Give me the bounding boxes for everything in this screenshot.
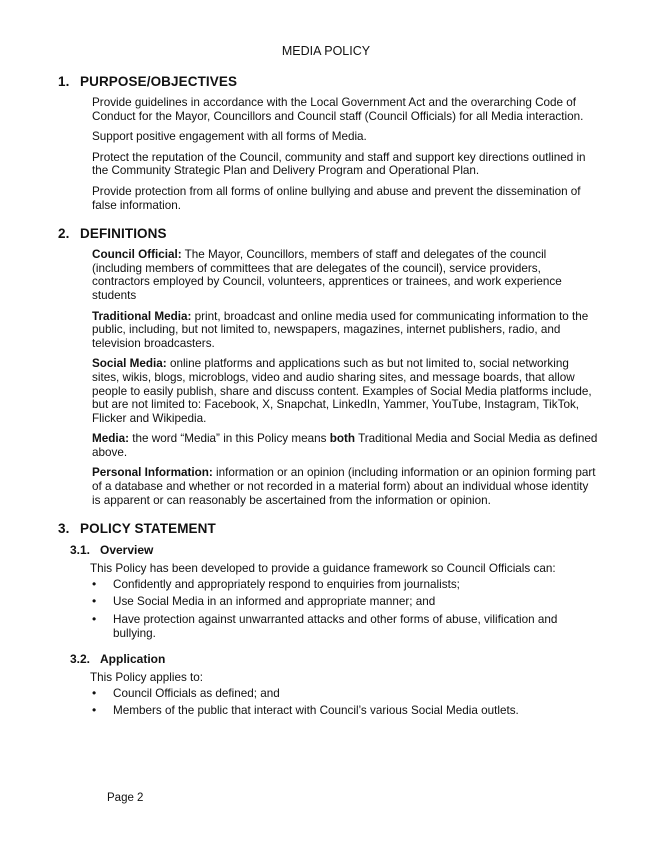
list-item: • Members of the public that interact with Council’s various Social Media outlets. — [92, 703, 519, 718]
definition-media — [92, 432, 598, 459]
section-heading — [58, 74, 598, 89]
section-purpose — [58, 74, 598, 212]
bullet-icon: • — [92, 685, 97, 700]
purpose-paragraph: Protect the reputation of the Council, community and staff and support key directions outlined in the Community Strategic Plan and Delivery Program and Operational Plan. — [92, 150, 586, 178]
section-heading — [58, 226, 598, 241]
section-title: DEFINITIONS — [80, 226, 167, 242]
bullet-icon: • — [92, 594, 97, 609]
section-definitions — [58, 226, 598, 507]
definition-text: The Mayor, Councillors, members of staff and delegates of the council (including members of committees that are delegates of the council), service providers, contractors employed by Council, volunteers, apprentices or trainees, and work experience students — [92, 248, 562, 302]
section-title: POLICY STATEMENT — [80, 521, 216, 537]
page-number: Page 2 — [107, 792, 144, 804]
section-number: 1. — [58, 74, 70, 89]
definition-term: Council Official: — [92, 248, 182, 262]
bullet-icon: • — [92, 612, 97, 627]
definition-term: Media: — [92, 432, 130, 446]
list-item: • Have protection against unwarranted attacks and other forms of abuse, vilification and bullying. — [92, 612, 558, 640]
definition-emphasis: both — [329, 432, 356, 446]
definition-personal-information — [92, 466, 598, 507]
section-title: PURPOSE/OBJECTIVES — [80, 74, 238, 89]
definition-council-official — [92, 248, 598, 302]
definition-text: print, broadcast and online media used for communicating information to the public, including, but not limited to, newspapers, magazines, internet publishers, radio, and television broadcasters. — [92, 309, 589, 350]
subsection-overview — [58, 543, 598, 640]
definition-text: online platforms and applications such as but not limited to, social networking sites, wikis, blogs, microblogs, video and audio sharing sites, and message boards, that allow people to easily publish, share and discuss content. Examples of Social Media platforms include, but are not limited to: Facebook, X, Snapchat, LinkedIn, Yammer, YouTube, Instagram, TikTok, Flicker and Wikipedia. — [92, 357, 592, 425]
definition-text: Traditional Media and Social Media as defined above. — [92, 432, 598, 459]
subsection-title: Application — [100, 652, 166, 667]
subsection-heading — [70, 543, 598, 557]
subsection-application — [58, 652, 598, 718]
section-number: 2. — [58, 226, 70, 242]
subsection-heading — [70, 652, 598, 666]
subsection-number: 3.2. — [70, 652, 91, 667]
definition-term: Traditional Media: — [92, 309, 192, 323]
definition-traditional-media — [92, 310, 598, 351]
definition-term: Social Media: — [92, 357, 167, 371]
application-bullet-list — [90, 687, 598, 718]
list-item: • Council Officials as defined; and — [92, 685, 280, 700]
application-intro: This Policy applies to: — [90, 671, 204, 685]
section-number: 3. — [58, 521, 70, 537]
subsection-number: 3.1. — [70, 543, 91, 558]
list-item: • Use Social Media in an informed and appropriate manner; and — [92, 594, 436, 609]
page-title: MEDIA POLICY — [281, 44, 371, 58]
section-policy-statement — [58, 521, 598, 718]
purpose-paragraph: Provide protection from all forms of online bullying and abuse and prevent the dissemination of false information. — [92, 184, 581, 212]
definition-social-media — [92, 357, 598, 425]
bullet-icon: • — [92, 576, 97, 591]
subsection-title: Overview — [100, 543, 154, 558]
purpose-paragraph: Provide guidelines in accordance with the Local Government Act and the overarching Code of Conduct for the Mayor, Councillors and Council staff (Council Officials) for all Media interaction. — [92, 96, 584, 123]
document-body — [58, 74, 598, 732]
overview-bullet-list — [90, 578, 598, 640]
purpose-paragraph: Support positive engagement with all forms of Media. — [92, 130, 367, 144]
section-heading — [58, 521, 598, 536]
bullet-icon: • — [92, 703, 97, 718]
list-item: • Confidently and appropriately respond to enquiries from journalists; — [92, 576, 460, 591]
definition-text: the word “Media” in this Policy means — [129, 432, 330, 446]
overview-intro: This Policy has been developed to provide a guidance framework so Council Officials can: — [90, 562, 556, 576]
definition-text: information or an opinion (including information or an opinion forming part of a database and whether or not recorded in a material form) about an individual whose identity is apparent or can reasonably be ascertained from the information or opinion. — [92, 466, 596, 507]
definition-term: Personal Information: — [92, 466, 213, 480]
